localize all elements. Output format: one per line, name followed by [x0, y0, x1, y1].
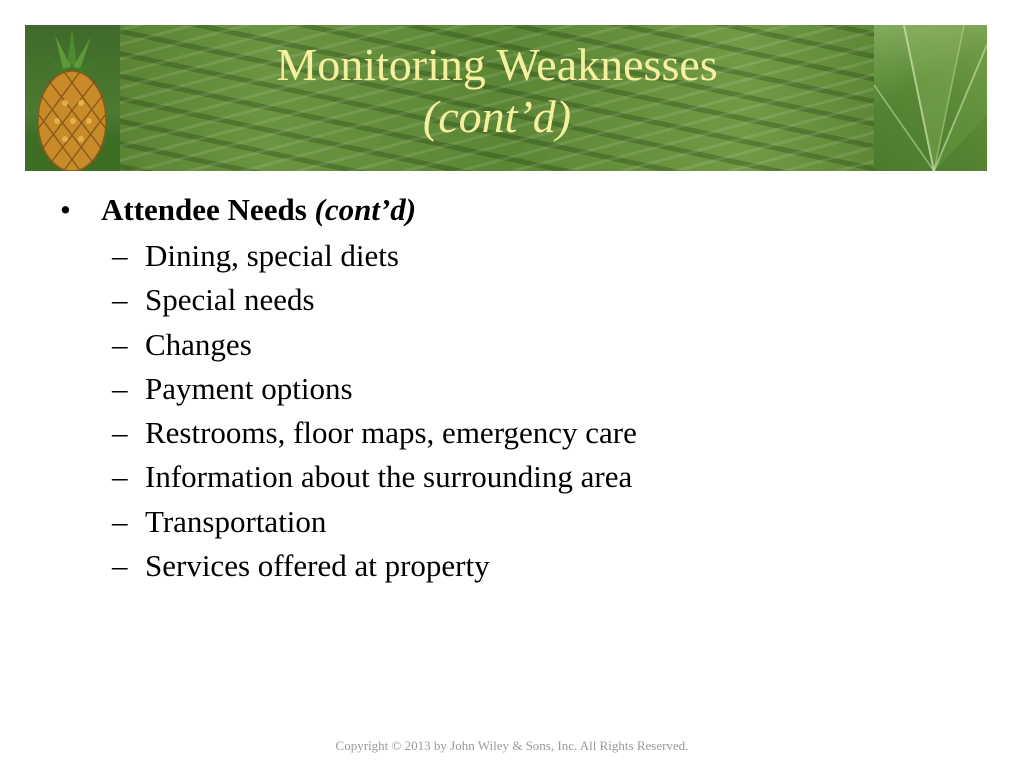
sub-bullet-item [58, 500, 978, 544]
slide-title [120, 39, 874, 143]
dash-marker: – [112, 282, 128, 318]
sub-bullet-item [58, 367, 978, 411]
dash-marker: – [112, 238, 128, 273]
sub-bullet-item [58, 411, 978, 455]
sub-bullet-text: Changes [145, 326, 252, 362]
dash-marker: – [112, 370, 128, 406]
dash-marker: – [112, 326, 128, 362]
dash-marker: – [112, 503, 128, 539]
sub-bullet-text: Dining, special diets [145, 238, 399, 273]
palm-leaf-image [874, 25, 987, 171]
sub-bullet-text: Restrooms, floor maps, emergency care [145, 415, 637, 451]
sub-bullet-item [58, 234, 978, 278]
bullet-marker: • [60, 192, 71, 227]
sub-bullet-item [58, 544, 978, 588]
sub-bullet-item [58, 278, 978, 322]
sub-bullet-item [58, 323, 978, 367]
sub-bullet-item [58, 455, 978, 499]
sub-bullet-text: Services offered at property [145, 548, 490, 584]
pineapple-icon [25, 25, 120, 171]
dash-marker: – [112, 459, 128, 495]
dash-marker: – [112, 415, 128, 451]
palm-leaf-icon [874, 25, 987, 171]
bullet-list [58, 190, 978, 588]
sub-bullet-text: Information about the surrounding area [145, 459, 633, 495]
copyright-footer: Copyright © 2013 by John Wiley & Sons, Inc. All Rights Reserved. [335, 738, 689, 753]
sub-bullet-text: Transportation [145, 503, 327, 539]
bullet-item-attendee-needs [58, 190, 978, 230]
pineapple-image [25, 25, 120, 171]
title-banner [25, 25, 987, 171]
sub-bullet-text: Special needs [145, 282, 315, 318]
sub-bullet-text: Payment options [145, 370, 353, 406]
dash-marker: – [112, 548, 128, 584]
title-main: Monitoring Weaknesses [276, 39, 718, 90]
title-subtitle: (cont’d) [422, 91, 572, 142]
sub-bullet-list [58, 234, 978, 588]
bullet-heading: Attendee Needs [101, 192, 307, 227]
bullet-heading-suffix: (cont’d) [314, 192, 417, 227]
